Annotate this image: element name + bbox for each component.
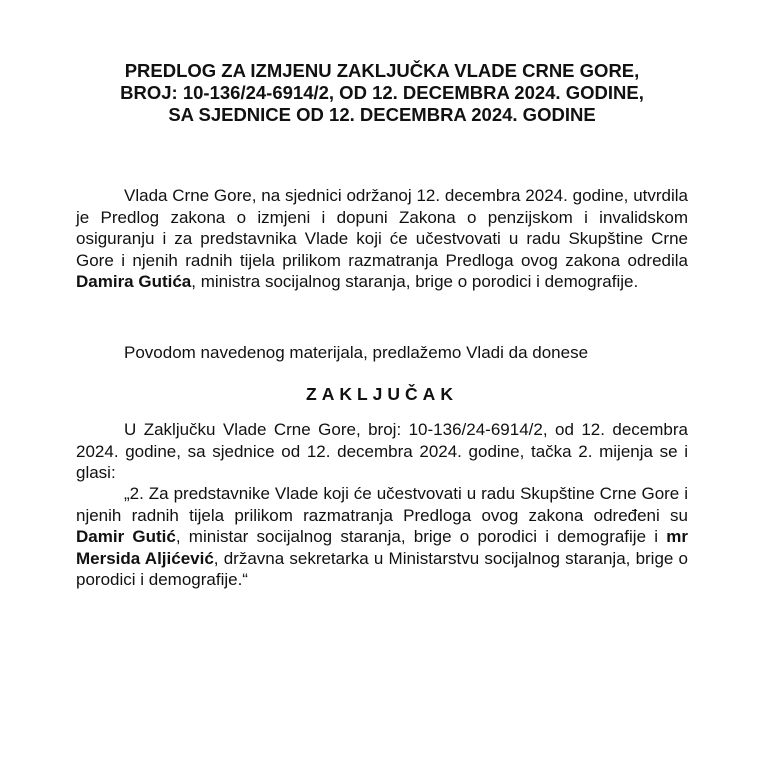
conclusion-heading: ZAKLJUČAK (306, 384, 458, 404)
quote-text-3: , državna sekretarka u Ministarstvu socijalnog staranja, brige o porodici i demografije.“ (76, 548, 689, 590)
representative-name-1: Damir Gutić (76, 527, 176, 547)
intro-text-end: , ministra socijalnog staranja, brige o porodici i demografije. (191, 272, 639, 292)
intro-text-start: Vlada Crne Gore, na sjednici održanoj 12. decembra 2024. godine, utvrdila je Predlog zakona o izmjeni i dopuni Zakona o penzijskom i invalidskom osiguranju i za predstavnika Vlade koji će učestvovati u radu Skupštine Crne Gore i njenih radnih tijela prilikom razmatranja Predloga ovog zakona odredila (76, 186, 688, 270)
proposal-paragraph (76, 342, 688, 364)
quote-text-2: , ministar socijalnog staranja, brige o porodici i demografije i (175, 527, 667, 547)
intro-minister-name: Damira Gutića (76, 272, 192, 292)
quoted-point-paragraph (76, 483, 688, 591)
title-line-2: BROJ: 10-136/24-6914/2, OD 12. DECEMBRA 2024. GODINE, (120, 82, 644, 103)
intro-paragraph (76, 185, 688, 293)
document-title (76, 60, 688, 126)
quote-text-1: „2. Za predstavnike Vlade koji će učestvovati u radu Skupštine Crne Gore i njenih radnih tijela prilikom razmatranja Predloga ovog zakona određeni su (76, 484, 688, 525)
proposal-text: Povodom navedenog materijala, predlažemo Vladi da donese (124, 343, 589, 362)
conclusion-text: U Zaključku Vlade Crne Gore, broj: 10-136/24-6914/2, od 12. decembra 2024. godine, sa sjednice od 12. decembra 2024. godine, tačka 2. mijenja se i glasi: (76, 420, 688, 483)
conclusion-paragraph (76, 419, 688, 484)
representative-name-2: mr Mersida Aljićević (76, 527, 688, 568)
title-line-1: PREDLOG ZA IZMJENU ZAKLJUČKA VLADE CRNE GORE, (124, 60, 640, 81)
title-line-3: SA SJEDNICE OD 12. DECEMBRA 2024. GODINE (168, 104, 596, 125)
